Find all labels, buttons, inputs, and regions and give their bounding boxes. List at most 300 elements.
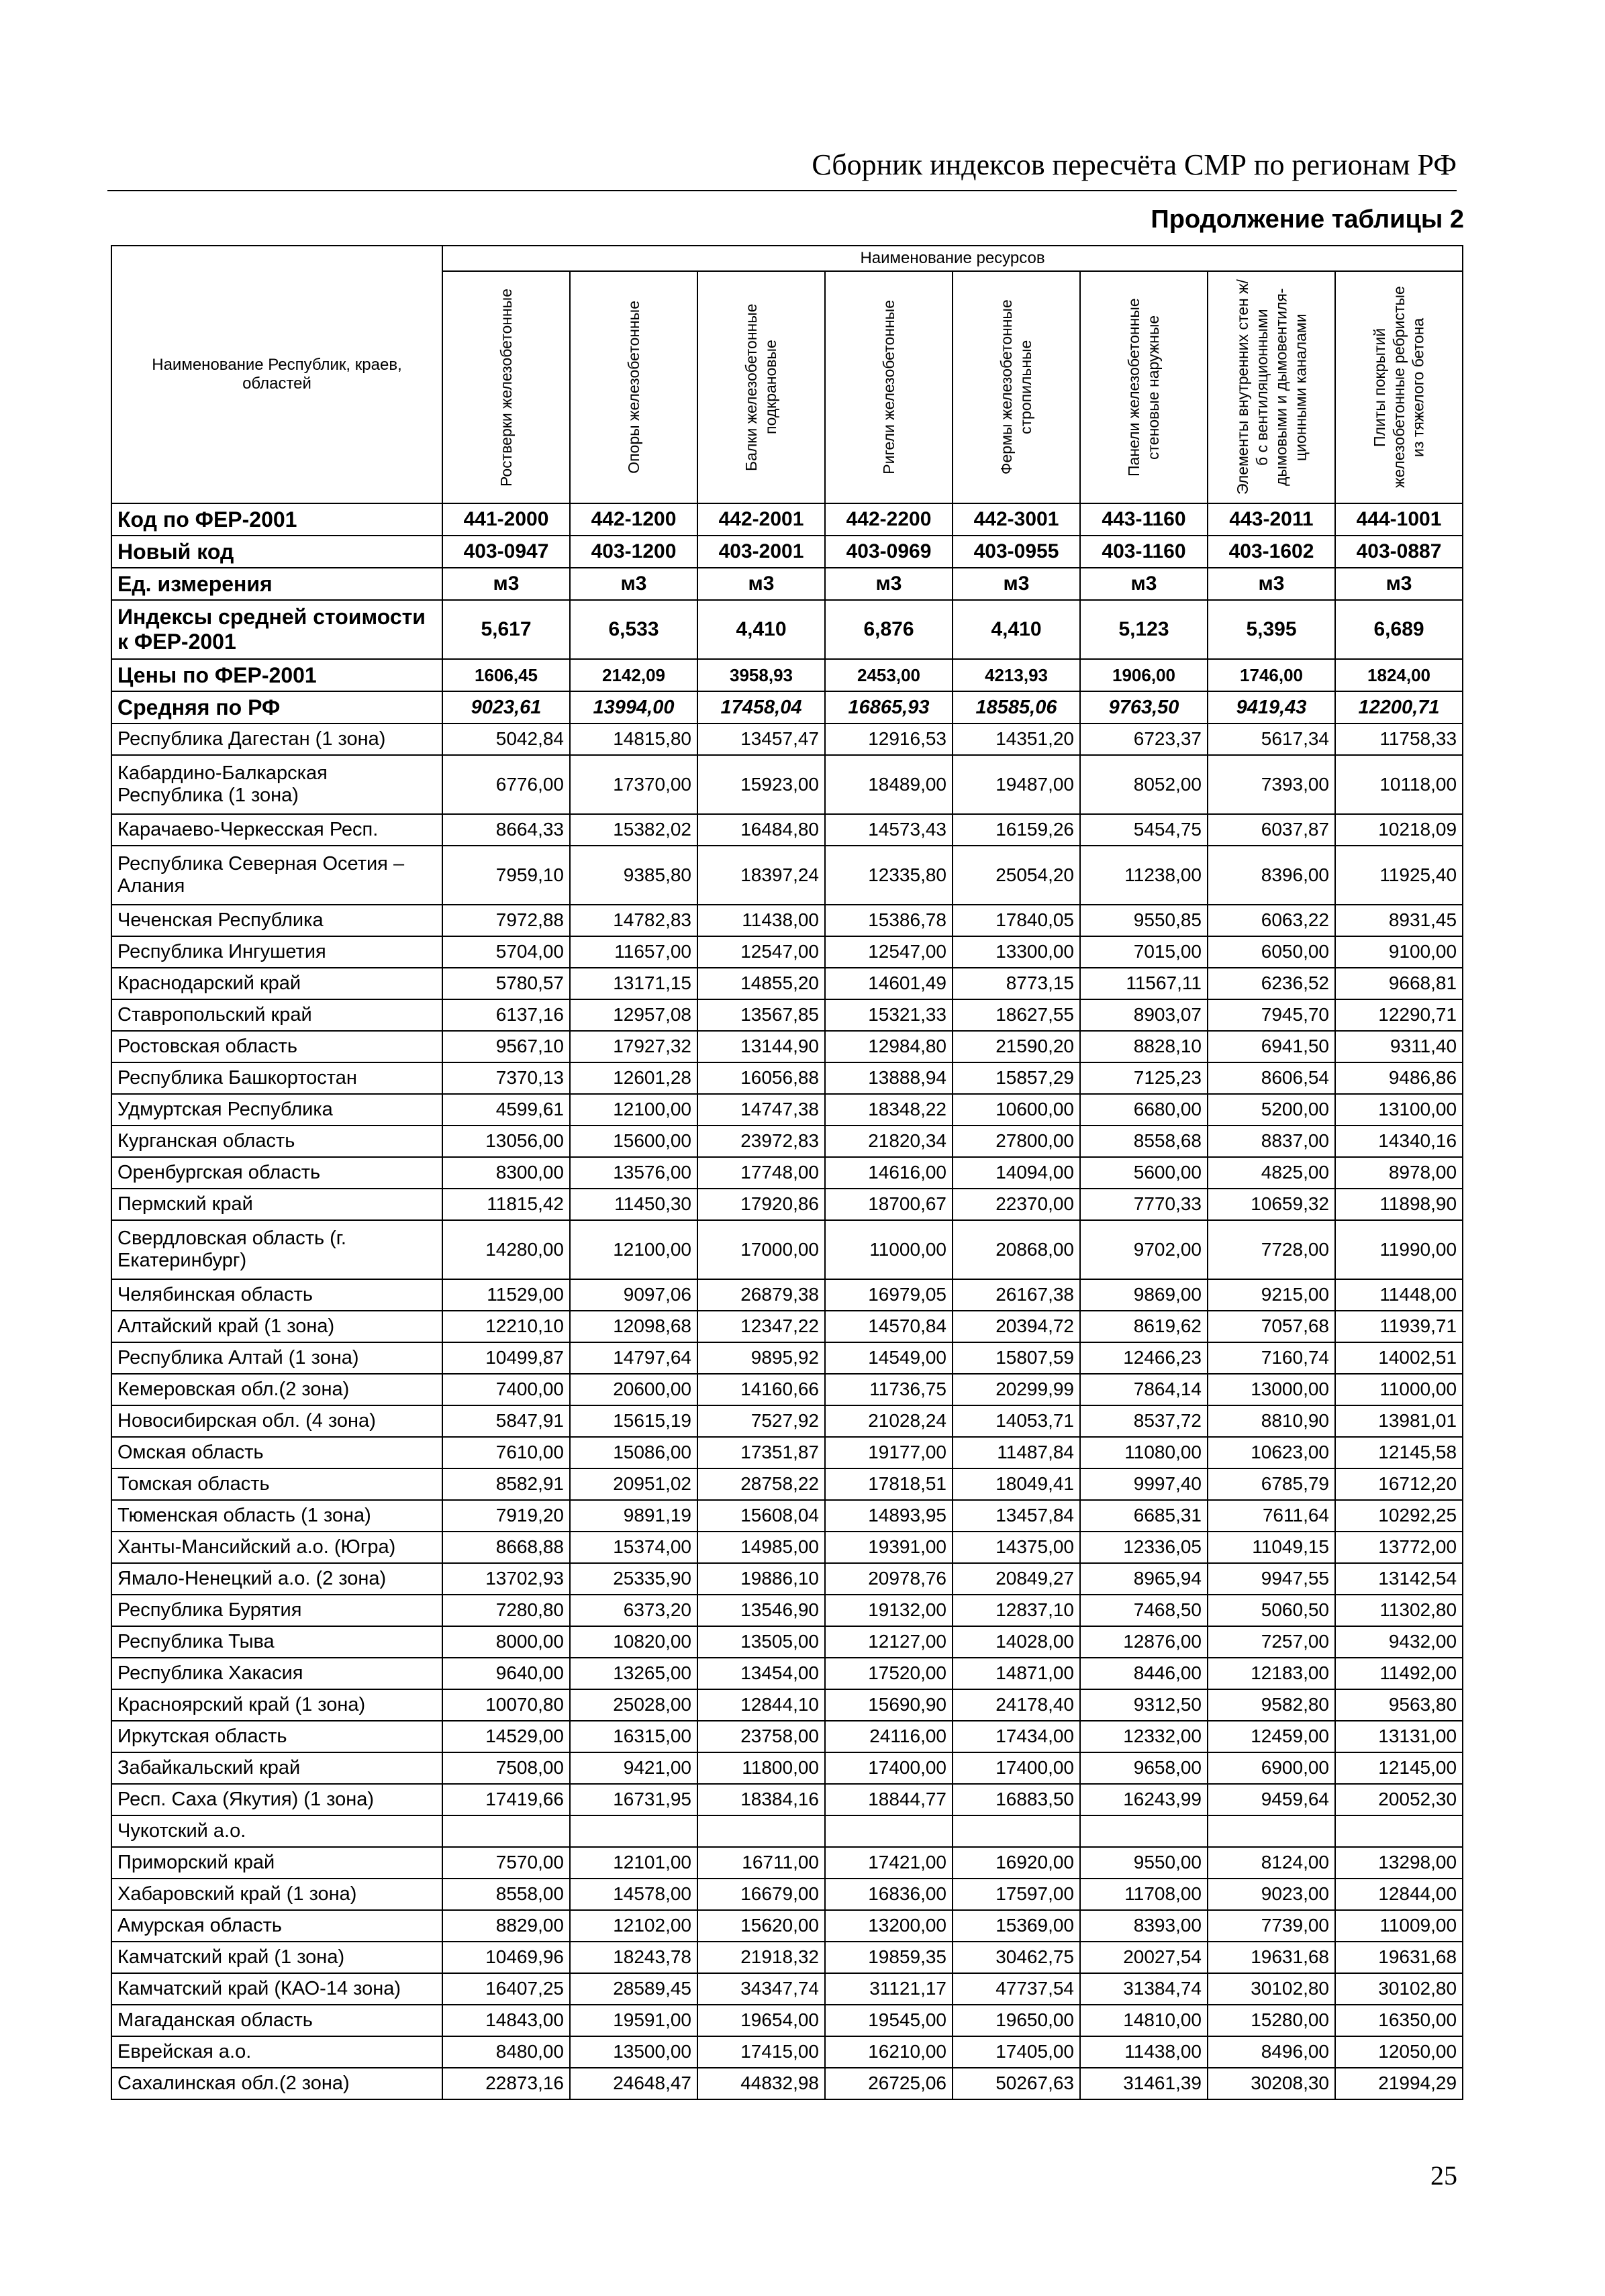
price-cell: 10659,32 [1208, 1189, 1335, 1220]
region-name: Хабаровский край (1 зона) [111, 1879, 442, 1910]
price-cell: 11438,00 [697, 905, 825, 936]
table-row [111, 1815, 1463, 1847]
price-cell: 6680,00 [1080, 1094, 1208, 1126]
price-cell: 11080,00 [1080, 1437, 1208, 1468]
price-cell: 12100,00 [570, 1094, 697, 1126]
price-cell: 13056,00 [442, 1126, 570, 1157]
price-cell: 9215,00 [1208, 1279, 1335, 1311]
price-cell: 8619,62 [1080, 1311, 1208, 1342]
column-header [697, 271, 825, 503]
index-table [111, 245, 1463, 2100]
price-cell: 7257,00 [1208, 1626, 1335, 1658]
price-cell: 9097,06 [570, 1279, 697, 1311]
region-name: Красноярский край (1 зона) [111, 1689, 442, 1721]
column-header-wrap [703, 272, 819, 503]
meta-label: Новый код [111, 536, 442, 568]
column-header-label: Балки железобетонные подкрановые [742, 303, 779, 471]
price-cell: 12332,00 [1080, 1721, 1208, 1752]
region-name: Ростовская область [111, 1031, 442, 1062]
price-cell: 9550,00 [1080, 1847, 1208, 1879]
meta-value: 403-0955 [953, 536, 1080, 568]
price-cell: 8393,00 [1080, 1910, 1208, 1942]
region-name: Кабардино-Балкарская Республика (1 зона) [111, 755, 442, 814]
meta-value: 403-0887 [1335, 536, 1463, 568]
price-cell: 7370,13 [442, 1062, 570, 1094]
region-name: Ставропольский край [111, 999, 442, 1031]
table-row [111, 1220, 1463, 1279]
meta-value: м3 [697, 568, 825, 600]
price-cell: 8606,54 [1208, 1062, 1335, 1094]
price-cell: 12844,10 [697, 1689, 825, 1721]
price-cell: 17400,00 [953, 1752, 1080, 1784]
meta-label: Код по ФЕР-2001 [111, 503, 442, 536]
price-cell: 17415,00 [697, 2036, 825, 2068]
table-row [111, 1942, 1463, 1973]
price-cell: 6137,16 [442, 999, 570, 1031]
price-cell: 18348,22 [825, 1094, 953, 1126]
price-cell: 20394,72 [953, 1311, 1080, 1342]
price-cell: 11487,84 [953, 1437, 1080, 1468]
price-cell: 17434,00 [953, 1721, 1080, 1752]
price-cell: 8664,33 [442, 814, 570, 846]
table-row [111, 2068, 1463, 2099]
price-cell: 20600,00 [570, 1374, 697, 1405]
price-cell: 16920,00 [953, 1847, 1080, 1879]
price-cell: 11815,42 [442, 1189, 570, 1220]
price-cell: 8829,00 [442, 1910, 570, 1942]
price-cell: 6685,31 [1080, 1500, 1208, 1532]
price-cell: 17927,32 [570, 1031, 697, 1062]
table-row [111, 905, 1463, 936]
average-value: 12200,71 [1335, 691, 1463, 723]
price-cell: 16315,00 [570, 1721, 697, 1752]
price-cell: 8965,94 [1080, 1563, 1208, 1595]
price-cell: 12844,00 [1335, 1879, 1463, 1910]
price-cell: 50267,63 [953, 2068, 1080, 2099]
price-cell: 7400,00 [442, 1374, 570, 1405]
price-cell: 9895,92 [697, 1342, 825, 1374]
price-cell: 7393,00 [1208, 755, 1335, 814]
price-cell: 12050,00 [1335, 2036, 1463, 2068]
price-cell: 31121,17 [825, 1973, 953, 2005]
price-cell: 6776,00 [442, 755, 570, 814]
region-name: Карачаево-Черкесская Респ. [111, 814, 442, 846]
region-name: Республика Северная Осетия – Алания [111, 846, 442, 905]
price-cell: 28758,22 [697, 1468, 825, 1500]
column-header-label: Фермы железобетонные стропильные [998, 299, 1034, 475]
price-cell: 13457,47 [697, 723, 825, 755]
price-cell: 8903,07 [1080, 999, 1208, 1031]
table-row [111, 2005, 1463, 2036]
table-row [111, 968, 1463, 999]
table-row [111, 1752, 1463, 1784]
region-name: Забайкальский край [111, 1752, 442, 1784]
region-name: Сахалинская обл.(2 зона) [111, 2068, 442, 2099]
region-name: Чеченская Республика [111, 905, 442, 936]
region-name: Пермский край [111, 1189, 442, 1220]
price-cell: 12335,80 [825, 846, 953, 905]
price-cell: 8978,00 [1335, 1157, 1463, 1189]
price-cell [442, 1815, 570, 1847]
region-name: Ямало-Ненецкий а.о. (2 зона) [111, 1563, 442, 1595]
price-cell: 7959,10 [442, 846, 570, 905]
meta-value: м3 [953, 568, 1080, 600]
price-cell: 19591,00 [570, 2005, 697, 2036]
column-header-label: Ростверки железобетонные [497, 288, 515, 487]
price-cell: 20849,27 [953, 1563, 1080, 1595]
region-name: Удмуртская Республика [111, 1094, 442, 1126]
price-cell: 7972,88 [442, 905, 570, 936]
price-cell: 13144,90 [697, 1031, 825, 1062]
meta-row [111, 568, 1463, 600]
price-cell: 9668,81 [1335, 968, 1463, 999]
price-cell: 8480,00 [442, 2036, 570, 2068]
table-row [111, 1784, 1463, 1815]
meta-value: 6,876 [825, 600, 953, 659]
price-cell: 17419,66 [442, 1784, 570, 1815]
meta-value: м3 [1208, 568, 1335, 600]
meta-value: 403-1602 [1208, 536, 1335, 568]
price-cell: 7508,00 [442, 1752, 570, 1784]
meta-value: 5,617 [442, 600, 570, 659]
price-cell: 8000,00 [442, 1626, 570, 1658]
price-cell: 21820,34 [825, 1126, 953, 1157]
price-cell: 14573,43 [825, 814, 953, 846]
column-header [1335, 271, 1463, 503]
price-cell: 18049,41 [953, 1468, 1080, 1500]
price-cell: 12290,71 [1335, 999, 1463, 1031]
table-row [111, 1973, 1463, 2005]
price-cell: 13457,84 [953, 1500, 1080, 1532]
price-cell: 17000,00 [697, 1220, 825, 1279]
price-cell: 21028,24 [825, 1405, 953, 1437]
price-cell: 14549,00 [825, 1342, 953, 1374]
price-cell: 6037,87 [1208, 814, 1335, 846]
meta-row [111, 536, 1463, 568]
price-cell: 12145,58 [1335, 1437, 1463, 1468]
price-cell: 16731,95 [570, 1784, 697, 1815]
price-cell: 20868,00 [953, 1220, 1080, 1279]
column-header-wrap [1341, 272, 1457, 503]
price-cell: 20951,02 [570, 1468, 697, 1500]
price-cell: 26725,06 [825, 2068, 953, 2099]
column-header-label: Опоры железобетонные [624, 301, 642, 474]
price-cell: 6236,52 [1208, 968, 1335, 999]
price-cell: 23972,83 [697, 1126, 825, 1157]
meta-value: 442-2001 [697, 503, 825, 536]
price-cell: 9947,55 [1208, 1563, 1335, 1595]
price-cell: 10118,00 [1335, 755, 1463, 814]
region-name: Краснодарский край [111, 968, 442, 999]
price-cell: 14160,66 [697, 1374, 825, 1405]
price-cell: 30208,30 [1208, 2068, 1335, 2099]
price-cell: 31384,74 [1080, 1973, 1208, 2005]
price-cell: 19391,00 [825, 1532, 953, 1563]
table-row [111, 1279, 1463, 1311]
meta-value: 1824,00 [1335, 659, 1463, 691]
price-cell: 12459,00 [1208, 1721, 1335, 1752]
price-cell: 14340,16 [1335, 1126, 1463, 1157]
price-cell: 5200,00 [1208, 1094, 1335, 1126]
region-name: Курганская область [111, 1126, 442, 1157]
price-cell: 26879,38 [697, 1279, 825, 1311]
price-cell: 11990,00 [1335, 1220, 1463, 1279]
table-row [111, 1689, 1463, 1721]
price-cell: 12183,00 [1208, 1658, 1335, 1689]
price-cell: 30462,75 [953, 1942, 1080, 1973]
price-cell: 19859,35 [825, 1942, 953, 1973]
table-row [111, 723, 1463, 755]
price-cell: 11758,33 [1335, 723, 1463, 755]
price-cell [825, 1815, 953, 1847]
price-cell: 9100,00 [1335, 936, 1463, 968]
table-title: Продолжение таблицы 2 [1151, 205, 1464, 234]
region-name: Омская область [111, 1437, 442, 1468]
price-cell: 24116,00 [825, 1721, 953, 1752]
price-cell: 15280,00 [1208, 2005, 1335, 2036]
meta-value: 403-1200 [570, 536, 697, 568]
price-cell: 11657,00 [570, 936, 697, 968]
price-cell: 16711,00 [697, 1847, 825, 1879]
price-cell: 5780,57 [442, 968, 570, 999]
price-cell [570, 1815, 697, 1847]
price-cell [1335, 1815, 1463, 1847]
price-cell: 21590,20 [953, 1031, 1080, 1062]
meta-value: 4,410 [953, 600, 1080, 659]
table-row [111, 1721, 1463, 1752]
region-name: Республика Бурятия [111, 1595, 442, 1626]
meta-row [111, 503, 1463, 536]
column-header-wrap [1086, 272, 1202, 503]
price-cell: 22370,00 [953, 1189, 1080, 1220]
price-cell: 11009,00 [1335, 1910, 1463, 1942]
meta-value: 1906,00 [1080, 659, 1208, 691]
price-cell: 14871,00 [953, 1658, 1080, 1689]
table-row [111, 1879, 1463, 1910]
region-name: Томская область [111, 1468, 442, 1500]
price-cell: 9997,40 [1080, 1468, 1208, 1500]
meta-value: 3958,93 [697, 659, 825, 691]
table-row [111, 999, 1463, 1031]
price-cell: 14375,00 [953, 1532, 1080, 1563]
column-header-wrap [1214, 272, 1329, 503]
price-cell: 12916,53 [825, 723, 953, 755]
price-cell: 17597,00 [953, 1879, 1080, 1910]
price-cell: 26167,38 [953, 1279, 1080, 1311]
price-cell: 15386,78 [825, 905, 953, 936]
price-cell: 16836,00 [825, 1879, 953, 1910]
region-name: Алтайский край (1 зона) [111, 1311, 442, 1342]
price-cell: 10469,96 [442, 1942, 570, 1973]
price-cell: 7280,80 [442, 1595, 570, 1626]
price-cell: 13300,00 [953, 936, 1080, 968]
table-row [111, 1437, 1463, 1468]
price-cell: 44832,98 [697, 2068, 825, 2099]
price-cell: 9869,00 [1080, 1279, 1208, 1311]
price-cell: 18627,55 [953, 999, 1080, 1031]
price-cell: 9550,85 [1080, 905, 1208, 936]
column-header [825, 271, 953, 503]
table-row [111, 1500, 1463, 1532]
column-header-label: Ригели железобетонные [879, 300, 897, 475]
meta-value: м3 [825, 568, 953, 600]
price-cell: 30102,80 [1208, 1973, 1335, 2005]
price-cell: 7160,74 [1208, 1342, 1335, 1374]
price-cell: 14810,00 [1080, 2005, 1208, 2036]
price-cell: 13772,00 [1335, 1532, 1463, 1563]
price-cell: 7728,00 [1208, 1220, 1335, 1279]
price-cell: 9563,80 [1335, 1689, 1463, 1721]
price-cell: 12984,80 [825, 1031, 953, 1062]
region-name: Камчатский край (КАО-14 зона) [111, 1973, 442, 2005]
price-cell: 7611,64 [1208, 1500, 1335, 1532]
meta-value: м3 [442, 568, 570, 600]
table-row [111, 1311, 1463, 1342]
price-cell: 20052,30 [1335, 1784, 1463, 1815]
price-cell: 11925,40 [1335, 846, 1463, 905]
price-cell: 12466,23 [1080, 1342, 1208, 1374]
price-cell: 10820,00 [570, 1626, 697, 1658]
average-value: 9763,50 [1080, 691, 1208, 723]
price-cell: 13142,54 [1335, 1563, 1463, 1595]
price-cell: 11000,00 [1335, 1374, 1463, 1405]
price-cell: 14616,00 [825, 1157, 953, 1189]
region-name: Ханты-Мансийский а.о. (Югра) [111, 1532, 442, 1563]
meta-value: 403-1160 [1080, 536, 1208, 568]
region-name: Челябинская область [111, 1279, 442, 1311]
price-cell: 11450,30 [570, 1189, 697, 1220]
price-cell: 11049,15 [1208, 1532, 1335, 1563]
price-cell [697, 1815, 825, 1847]
table-row [111, 1910, 1463, 1942]
price-cell: 19132,00 [825, 1595, 953, 1626]
price-cell: 23758,00 [697, 1721, 825, 1752]
price-cell: 7015,00 [1080, 936, 1208, 968]
price-cell: 8668,88 [442, 1532, 570, 1563]
column-header-label: Элементы внутренних стен ж/б с вентиляционными дымовыми и дымовентиля-ционными каналами [1233, 279, 1309, 495]
price-cell: 31461,39 [1080, 2068, 1208, 2099]
region-name: Приморский край [111, 1847, 442, 1879]
average-value: 13994,00 [570, 691, 697, 723]
price-cell: 13131,00 [1335, 1721, 1463, 1752]
meta-value: 442-2200 [825, 503, 953, 536]
price-cell: 5060,50 [1208, 1595, 1335, 1626]
price-cell: 14797,64 [570, 1342, 697, 1374]
price-cell: 13200,00 [825, 1910, 953, 1942]
meta-value: 443-2011 [1208, 503, 1335, 536]
meta-value: 443-1160 [1080, 503, 1208, 536]
price-cell: 12127,00 [825, 1626, 953, 1658]
price-cell: 19177,00 [825, 1437, 953, 1468]
price-cell: 19487,00 [953, 755, 1080, 814]
table-row [111, 1094, 1463, 1126]
meta-row [111, 600, 1463, 659]
region-name: Новосибирская обл. (4 зона) [111, 1405, 442, 1437]
price-cell: 24178,40 [953, 1689, 1080, 1721]
region-name: Республика Хакасия [111, 1658, 442, 1689]
price-cell: 17840,05 [953, 905, 1080, 936]
price-cell: 15615,19 [570, 1405, 697, 1437]
price-cell: 6050,00 [1208, 936, 1335, 968]
table-row [111, 1126, 1463, 1157]
meta-value: 403-2001 [697, 536, 825, 568]
price-cell: 12347,22 [697, 1311, 825, 1342]
table-row [111, 2036, 1463, 2068]
table-row [111, 1532, 1463, 1563]
price-cell: 12336,05 [1080, 1532, 1208, 1563]
price-cell: 18397,24 [697, 846, 825, 905]
price-cell: 18700,67 [825, 1189, 953, 1220]
price-cell: 17400,00 [825, 1752, 953, 1784]
price-cell: 12100,00 [570, 1220, 697, 1279]
price-cell: 9486,86 [1335, 1062, 1463, 1094]
table-row [111, 846, 1463, 905]
meta-label: Индексы средней стоимости к ФЕР-2001 [111, 600, 442, 659]
region-name: Кемеровская обл.(2 зона) [111, 1374, 442, 1405]
table-row [111, 1563, 1463, 1595]
price-cell: 13546,90 [697, 1595, 825, 1626]
price-cell: 9891,19 [570, 1500, 697, 1532]
price-cell: 14280,00 [442, 1220, 570, 1279]
price-cell: 6941,50 [1208, 1031, 1335, 1062]
meta-value: 442-3001 [953, 503, 1080, 536]
region-name: Республика Дагестан (1 зона) [111, 723, 442, 755]
region-name: Магаданская область [111, 2005, 442, 2036]
price-cell: 4825,00 [1208, 1157, 1335, 1189]
column-header [1208, 271, 1335, 503]
price-cell: 12210,10 [442, 1311, 570, 1342]
price-cell: 8837,00 [1208, 1126, 1335, 1157]
table-row [111, 1847, 1463, 1879]
price-cell: 13298,00 [1335, 1847, 1463, 1879]
document-header: Сборник индексов пересчёта СМР по регионам РФ [107, 148, 1457, 191]
average-value: 9419,43 [1208, 691, 1335, 723]
price-cell: 28589,45 [570, 1973, 697, 2005]
resource-group-header: Наименование ресурсов [442, 246, 1463, 271]
price-cell: 17421,00 [825, 1847, 953, 1879]
meta-value: м3 [1080, 568, 1208, 600]
meta-value: 2453,00 [825, 659, 953, 691]
price-cell: 19650,00 [953, 2005, 1080, 2036]
price-cell: 13171,15 [570, 968, 697, 999]
price-cell: 11000,00 [825, 1220, 953, 1279]
average-value: 9023,61 [442, 691, 570, 723]
price-cell: 12102,00 [570, 1910, 697, 1942]
region-name: Республика Башкортостан [111, 1062, 442, 1094]
region-name: Республика Алтай (1 зона) [111, 1342, 442, 1374]
price-cell: 19545,00 [825, 2005, 953, 2036]
price-cell: 18489,00 [825, 755, 953, 814]
average-row [111, 691, 1463, 723]
price-cell: 15608,04 [697, 1500, 825, 1532]
region-name: Еврейская а.о. [111, 2036, 442, 2068]
price-cell: 19886,10 [697, 1563, 825, 1595]
price-cell: 17370,00 [570, 755, 697, 814]
price-cell: 14053,71 [953, 1405, 1080, 1437]
price-cell: 25054,20 [953, 846, 1080, 905]
column-header-wrap [959, 272, 1074, 503]
average-value: 18585,06 [953, 691, 1080, 723]
price-cell: 15857,29 [953, 1062, 1080, 1094]
price-cell: 11939,71 [1335, 1311, 1463, 1342]
price-cell: 9312,50 [1080, 1689, 1208, 1721]
price-cell: 25335,90 [570, 1563, 697, 1595]
price-cell: 8124,00 [1208, 1847, 1335, 1879]
price-cell: 9640,00 [442, 1658, 570, 1689]
price-cell: 19631,68 [1335, 1942, 1463, 1973]
price-cell: 20978,76 [825, 1563, 953, 1595]
price-cell: 7125,23 [1080, 1062, 1208, 1094]
